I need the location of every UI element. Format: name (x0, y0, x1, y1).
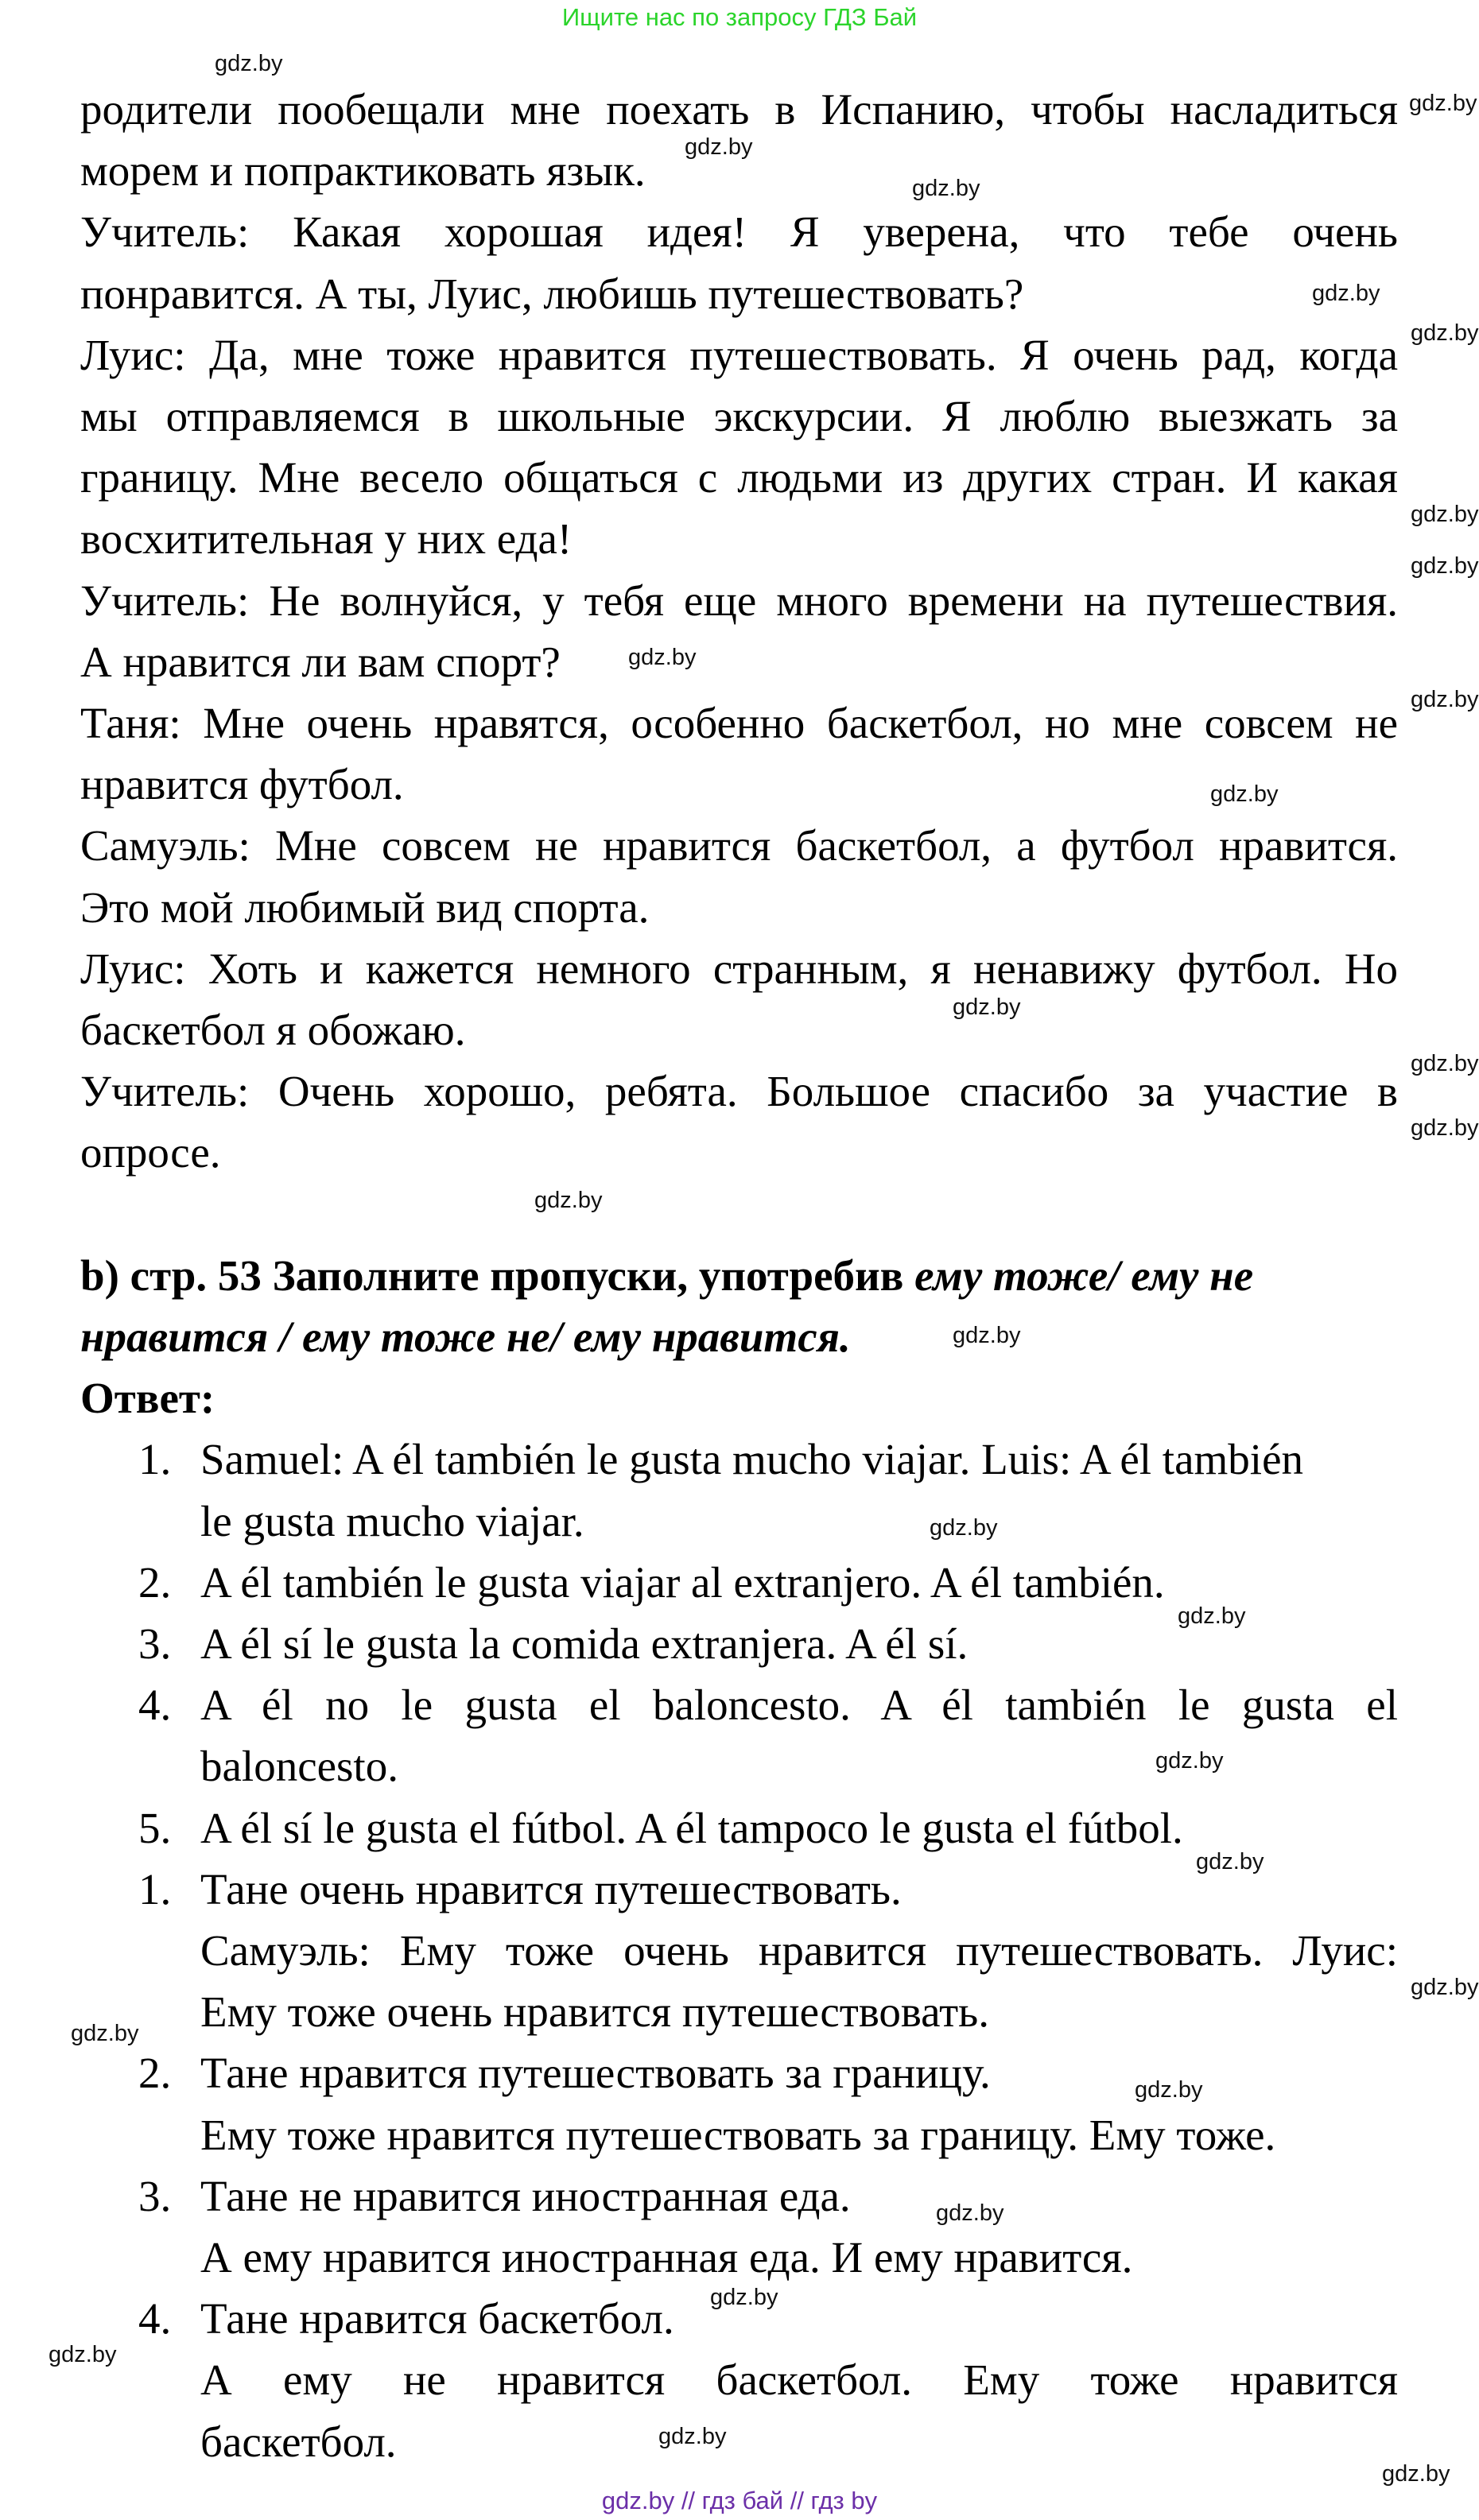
dialogue-line: Таня: Мне очень нравятся, особенно баскетбол, но мне совсем не (80, 699, 1398, 747)
answer-line: Ему тоже нравится путешествовать за границу. Ему тоже. (200, 2111, 1276, 2159)
watermark: gdz.by (1411, 502, 1479, 527)
watermark: gdz.by (1411, 1051, 1479, 1076)
watermark: gdz.by (710, 2285, 778, 2310)
watermark: gdz.by (1196, 1849, 1264, 1874)
dialogue-line: А нравится ли вам спорт? (80, 638, 561, 686)
watermark: gdz.by (930, 1515, 998, 1541)
watermark: gdz.by (534, 1188, 603, 1213)
answer-number: 4. (138, 1681, 172, 1729)
watermark: gdz.by (1411, 553, 1479, 579)
answer-line: le gusta mucho viajar. (200, 1497, 584, 1545)
answer-number: 5. (138, 1804, 172, 1852)
answer-line: A él sí le gusta el fútbol. A él tampoco le gusta el fútbol. (200, 1804, 1183, 1852)
dialogue-line: родители пообещали мне поехать в Испанию, чтобы насладиться (80, 85, 1398, 134)
answer-line: Тане нравится баскетбол. (200, 2294, 674, 2343)
answer-line: А ему нравится иностранная еда. И ему нравится. (200, 2233, 1133, 2282)
answer-line: Самуэль: Ему тоже очень нравится путешествовать. Луис: (200, 1926, 1398, 1975)
watermark: gdz.by (71, 2021, 139, 2046)
dialogue-line: морем и попрактиковать язык. (80, 146, 646, 195)
dialogue-line: понравится. А ты, Луис, любишь путешествовать? (80, 269, 1024, 318)
dialogue-line: Луис: Да, мне тоже нравится путешествовать. Я очень рад, когда (80, 331, 1398, 379)
watermark: gdz.by (1382, 2461, 1450, 2487)
watermark: gdz.by (1411, 320, 1479, 346)
watermark: gdz.by (1155, 1748, 1224, 1774)
task-heading (80, 1245, 1398, 1306)
watermark: gdz.by (1178, 1603, 1246, 1629)
watermark: gdz.by (1135, 2077, 1203, 2103)
watermark: gdz.by (1312, 281, 1380, 306)
answer-number: 2. (138, 2049, 172, 2097)
dialogue-line: восхитительная у них еда! (80, 514, 573, 563)
dialogue-line: Учитель: Какая хорошая идея! Я уверена, что тебе очень (80, 207, 1398, 256)
dialogue-line: нравится футбол. (80, 760, 404, 808)
answer-line: A él no le gusta el baloncesto. A él también le gusta el (200, 1681, 1398, 1729)
watermark: gdz.by (936, 2200, 1004, 2226)
watermark: gdz.by (912, 176, 980, 201)
answer-line: А ему не нравится баскетбол. Ему тоже нравится (200, 2355, 1398, 2404)
task-heading-text: b) стр. 53 Заполните пропуски, употребив (80, 1251, 915, 1300)
watermark: gdz.by (1409, 91, 1477, 116)
watermark: gdz.by (628, 645, 697, 670)
answer-line: A él también le gusta viajar al extranjero. A él también. (200, 1558, 1165, 1607)
answer-number: 4. (138, 2294, 172, 2343)
answer-number: 3. (138, 1619, 172, 1668)
watermark: gdz.by (1210, 781, 1279, 807)
answer-line: baloncesto. (200, 1742, 398, 1790)
watermark: gdz.by (215, 51, 283, 76)
watermark: gdz.by (49, 2342, 117, 2367)
answer-line: Тане нравится путешествовать за границу. (200, 2049, 991, 2097)
dialogue-line: Луис: Хоть и кажется немного странным, я ненавижу футбол. Но (80, 944, 1398, 993)
answer-line: Ему тоже очень нравится путешествовать. (200, 1987, 990, 2036)
watermark: gdz.by (1411, 1115, 1479, 1141)
task-heading-options: ему тоже/ ему не (914, 1251, 1254, 1300)
watermark: gdz.by (953, 994, 1021, 1020)
answer-number: 1. (138, 1435, 172, 1483)
footer-banner[interactable]: gdz.by // гдз бай // гдз by (601, 2487, 878, 2514)
dialogue-line: баскетбол я обожаю. (80, 1006, 466, 1054)
answer-label: Ответ: (80, 1374, 215, 1422)
answer-number: 1. (138, 1865, 172, 1913)
answer-line: баскетбол. (200, 2417, 397, 2466)
dialogue-line: опросе. (80, 1128, 221, 1177)
dialogue-line: Самуэль: Мне совсем не нравится баскетбол, а футбол нравится. (80, 821, 1398, 870)
answer-number: 3. (138, 2172, 172, 2220)
dialogue-line: мы отправляемся в школьные экскурсии. Я люблю выезжать за (80, 392, 1398, 440)
answer-line: Тане очень нравится путешествовать. (200, 1865, 902, 1913)
answer-line: Samuel: A él también le gusta mucho viajar. Luis: A él también (200, 1435, 1303, 1483)
answer-number: 2. (138, 1558, 172, 1607)
dialogue-line: Это мой любимый вид спорта. (80, 883, 650, 932)
dialogue-line: границу. Мне весело общаться с людьми из других стран. И какая (80, 453, 1398, 502)
watermark: gdz.by (1411, 1975, 1479, 2000)
watermark: gdz.by (1411, 687, 1479, 712)
answer-line: Тане не нравится иностранная еда. (200, 2172, 851, 2220)
header-banner[interactable]: Ищите нас по запросу ГДЗ Бай (561, 3, 918, 31)
watermark: gdz.by (658, 2424, 727, 2449)
watermark: gdz.by (685, 134, 753, 160)
answer-line: A él sí le gusta la comida extranjera. A él sí. (200, 1619, 969, 1668)
watermark: gdz.by (953, 1323, 1021, 1348)
task-heading-options-cont: нравится / ему тоже не/ ему нравится. (80, 1312, 851, 1361)
dialogue-line: Учитель: Очень хорошо, ребята. Большое спасибо за участие в (80, 1067, 1398, 1115)
dialogue-line: Учитель: Не волнуйся, у тебя еще много времени на путешествия. (80, 576, 1398, 625)
